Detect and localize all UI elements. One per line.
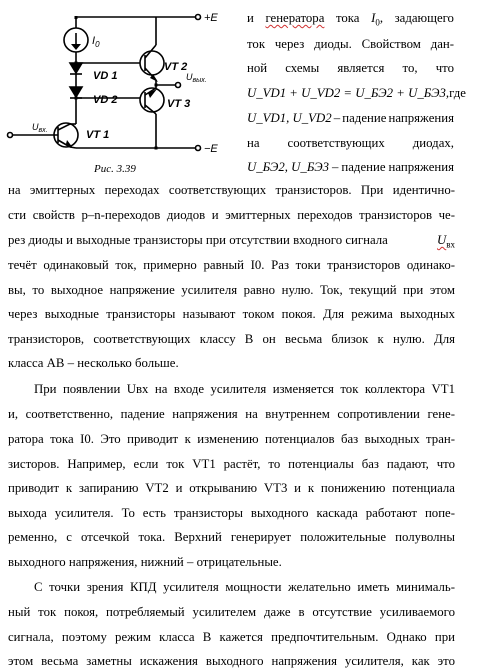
figure-caption: Рис. 3.39 <box>94 163 136 175</box>
text-line-19: зисторов. Например, если ток VT1 растёт, то потенциалы баз падают, что <box>8 457 455 471</box>
text-line-2: ток через диоды. Свойством дан- <box>247 37 454 51</box>
text-line-10: рез диоды и выходные транзисторы при отсутствии входного сигнала $U_{вх}$ <box>8 233 455 250</box>
label-vd1: VD 1 <box>93 70 118 82</box>
text-line-9: сти свойств p–n-переходов диодов и эмиттерных переходов транзисторов че- <box>8 208 455 222</box>
label-vt3: VT 3 <box>167 98 191 110</box>
text-line-11: течёт одинаковый ток, примерно равный I0. Раз токи транзисторов одинако- <box>8 258 455 272</box>
text-line-14: транзисторов, соответствующих классу B он весьма близок к нулю. Для <box>8 332 455 346</box>
text-line-21: выхода усилителя. То есть транзисторы выходного каскада работают попе- <box>8 506 455 520</box>
text-line-4: U_VD1 + U_VD2 = U_БЭ2 + U_БЭ3, где <box>247 86 466 100</box>
text-line-12: вы, то выходное напряжение усилителя равно нулю. Ток, текущий при этом <box>8 283 455 297</box>
text-line-22: ременно, с отсечкой тока. Верхний генерирует положительные полуволны <box>8 530 455 544</box>
text-line-16: При появлении Uвх на входе усилителя изменяется ток коллектора VT1 <box>34 382 455 396</box>
circuit-diagram <box>0 0 240 182</box>
label-uout: $U_{вых.}$ <box>186 72 207 84</box>
label-uin: $U_{вх.}$ <box>32 122 48 134</box>
text-line-18: ратора тока I0. Это приводит к изменению потенциалов баз выходных тран- <box>8 432 455 446</box>
text-line-26: сигнала, поэтому режим класса B кажется предпочтительным. Однако при <box>8 630 455 644</box>
label-vt2: VT 2 <box>164 61 188 73</box>
text-line-17: и, соответственно, падение напряжения на внутреннем сопротивлении гене- <box>8 407 455 421</box>
text-line-1: и генератора тока $I_0$, задающего <box>247 11 454 28</box>
text-line-13: через выходные транзисторы называют током покоя. Для режима выходных <box>8 307 455 321</box>
text-line-24: С точки зрения КПД усилителя мощности желательно иметь минималь- <box>34 580 455 594</box>
label-neg-supply: −E <box>204 143 218 155</box>
text-line-5: U_VD1, U_VD2 – падение напряжения <box>247 111 454 125</box>
label-vd2: VD 2 <box>93 94 118 106</box>
text-line-3: ной схемы является то, что <box>247 61 454 75</box>
label-i0: $I_0$ <box>92 35 100 49</box>
text-line-8: на эмиттерных переходах соответствующих транзисторов. При идентично- <box>8 183 455 197</box>
text-line-20: приводит к запиранию VT2 и открыванию VT3 и к понижению потенциала <box>8 481 455 495</box>
formula-voltage-sum: U_VD1 + U_VD2 = U_БЭ2 + U_БЭ3, <box>247 86 450 100</box>
text-line-15: класса AB – несколько больше. <box>8 356 179 370</box>
text-line-6: на соответствующих диодах, <box>247 136 454 150</box>
text-line-23: выходного напряжения, нижний – отрицательные. <box>8 555 282 569</box>
text-line-7: U_БЭ2, U_БЭ3 – падение напряжения <box>247 160 454 174</box>
label-vt1: VT 1 <box>86 129 110 141</box>
text-line-27: этом весьма заметны искажения выходного напряжения усилителя, как это <box>8 654 455 668</box>
label-pos-supply: +E <box>204 12 218 24</box>
text-line-25: ный ток покоя, потребляемый усилителем даже в отсутствие усиливаемого <box>8 605 455 619</box>
